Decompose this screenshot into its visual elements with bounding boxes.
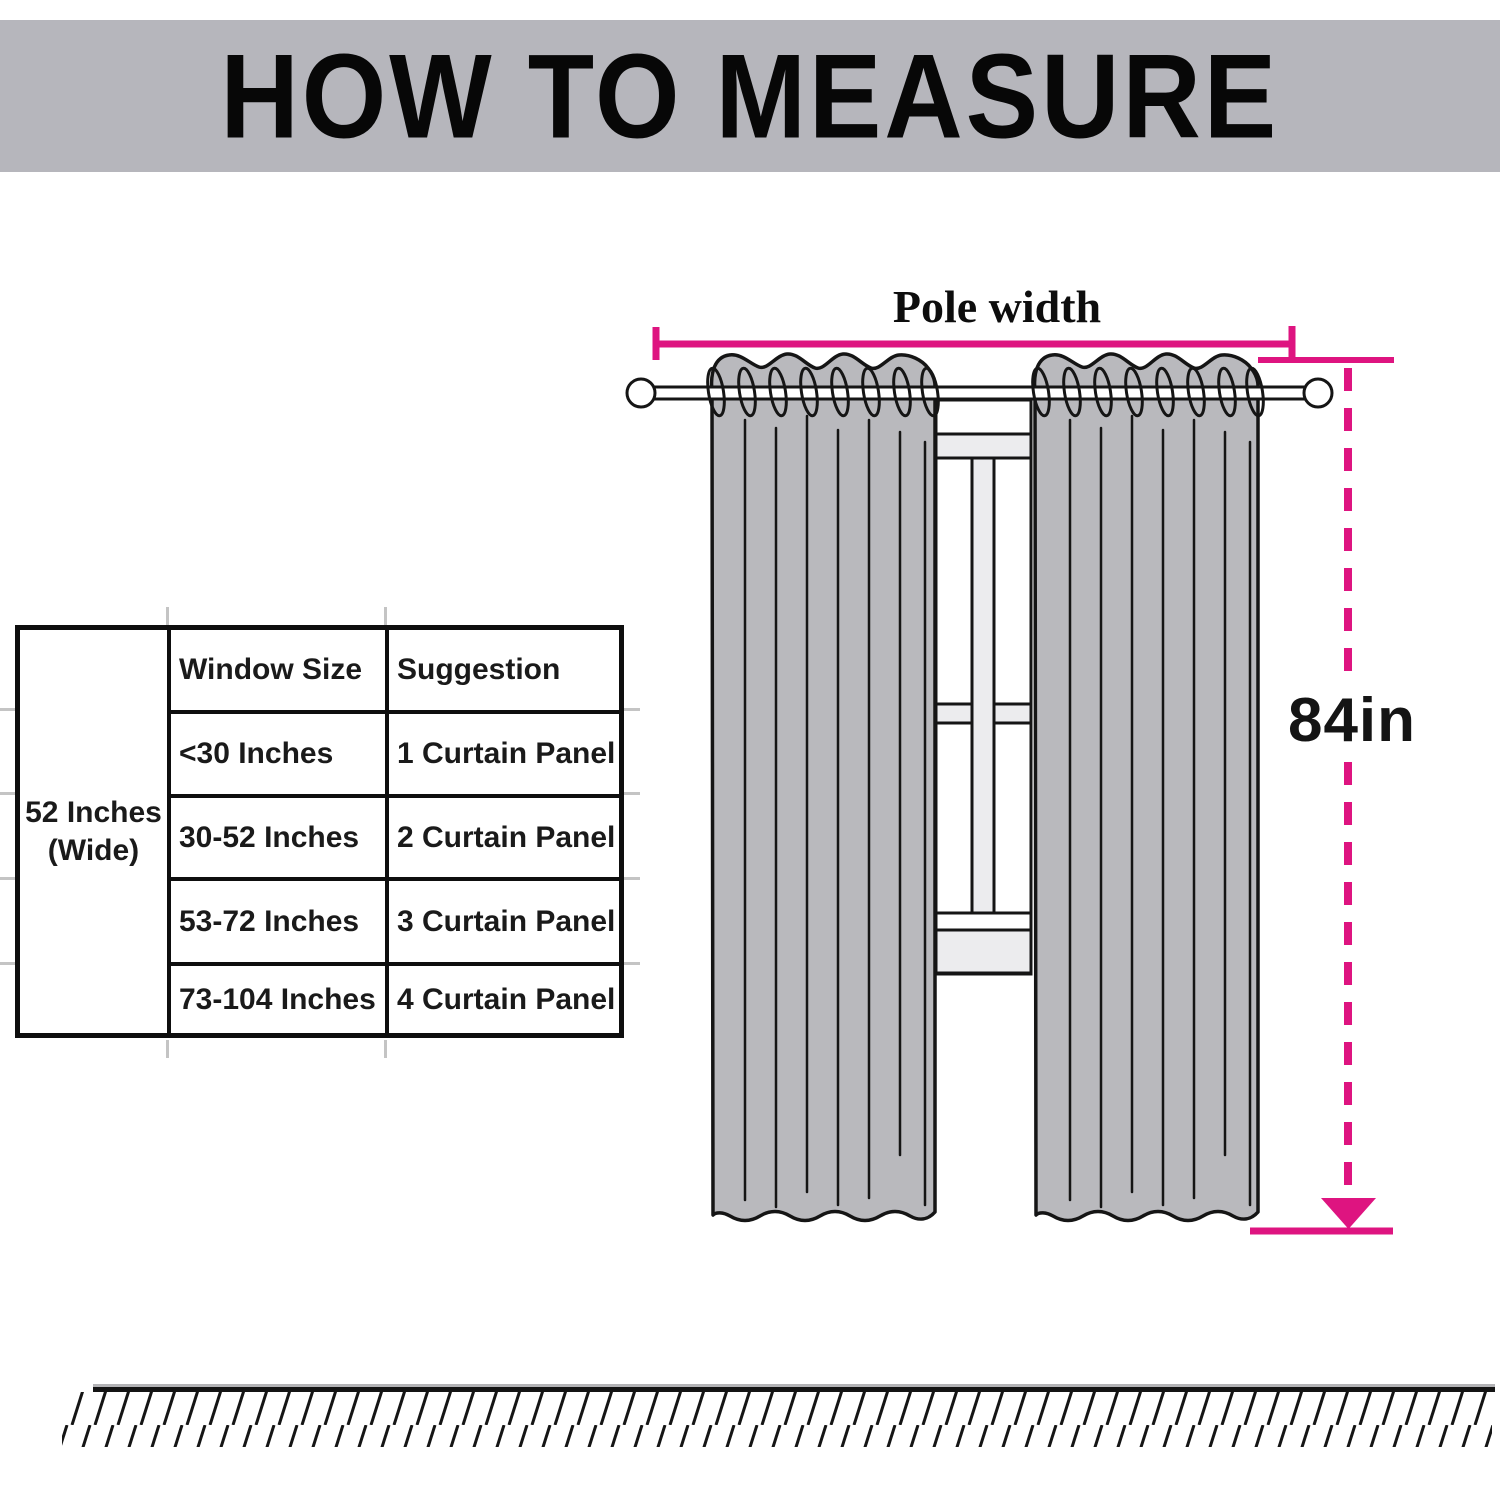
size-suggestion-table	[15, 625, 624, 1038]
gridline-tick	[0, 708, 15, 711]
height-arrowhead-down	[1321, 1198, 1376, 1229]
gridline-tick	[384, 1040, 387, 1058]
window-sill-top	[936, 913, 1031, 930]
rod-finial-left	[627, 379, 655, 407]
gridline-tick	[0, 792, 15, 795]
table-cell-window-size: 53-72 Inches	[171, 881, 385, 962]
gridline-tick	[166, 1040, 169, 1058]
gridline-tick	[624, 877, 640, 880]
panel-width-line1: 52 Inches	[25, 796, 162, 829]
window-top-crossbar	[936, 434, 1031, 458]
height-measure	[1250, 360, 1416, 1231]
column-header-suggestion: Suggestion	[389, 630, 619, 710]
rod-finial-right	[1304, 379, 1332, 407]
pole-width-measure	[653, 281, 1295, 360]
gridline-tick	[384, 607, 387, 625]
table-cell-suggestion: 4 Curtain Panel	[389, 966, 619, 1033]
window-sill	[936, 930, 1031, 973]
page-title: HOW TO MEASURE	[220, 29, 1280, 163]
table-cell-window-size: <30 Inches	[171, 714, 385, 794]
table-cell-suggestion: 3 Curtain Panel	[389, 881, 619, 962]
floor-hatch	[62, 1392, 1492, 1447]
gridline-tick	[166, 607, 169, 625]
gridline-tick	[624, 708, 640, 711]
curtain-rod	[653, 387, 1307, 399]
gridline-tick	[0, 877, 15, 880]
window-mullion	[972, 458, 994, 915]
window-frame	[936, 400, 1031, 974]
table-cell-suggestion: 1 Curtain Panel	[389, 714, 619, 794]
table-cell-suggestion: 2 Curtain Panel	[389, 798, 619, 877]
floor-line-shadow	[93, 1384, 1495, 1387]
table-cell-window-size: 73-104 Inches	[171, 966, 385, 1033]
panel-width-cell	[20, 630, 167, 1033]
column-header-window-size: Window Size	[171, 630, 385, 710]
gridline-tick	[624, 792, 640, 795]
height-label: 84in	[1287, 686, 1417, 755]
panel-width-line2: (Wide)	[47, 833, 140, 867]
gridline-tick	[624, 962, 640, 965]
table-cell-window-size: 30-52 Inches	[171, 798, 385, 877]
floor	[62, 1384, 1495, 1447]
gridline-tick	[0, 962, 15, 965]
floor-line	[93, 1387, 1495, 1392]
pole-width-label: Pole width	[892, 281, 1102, 332]
